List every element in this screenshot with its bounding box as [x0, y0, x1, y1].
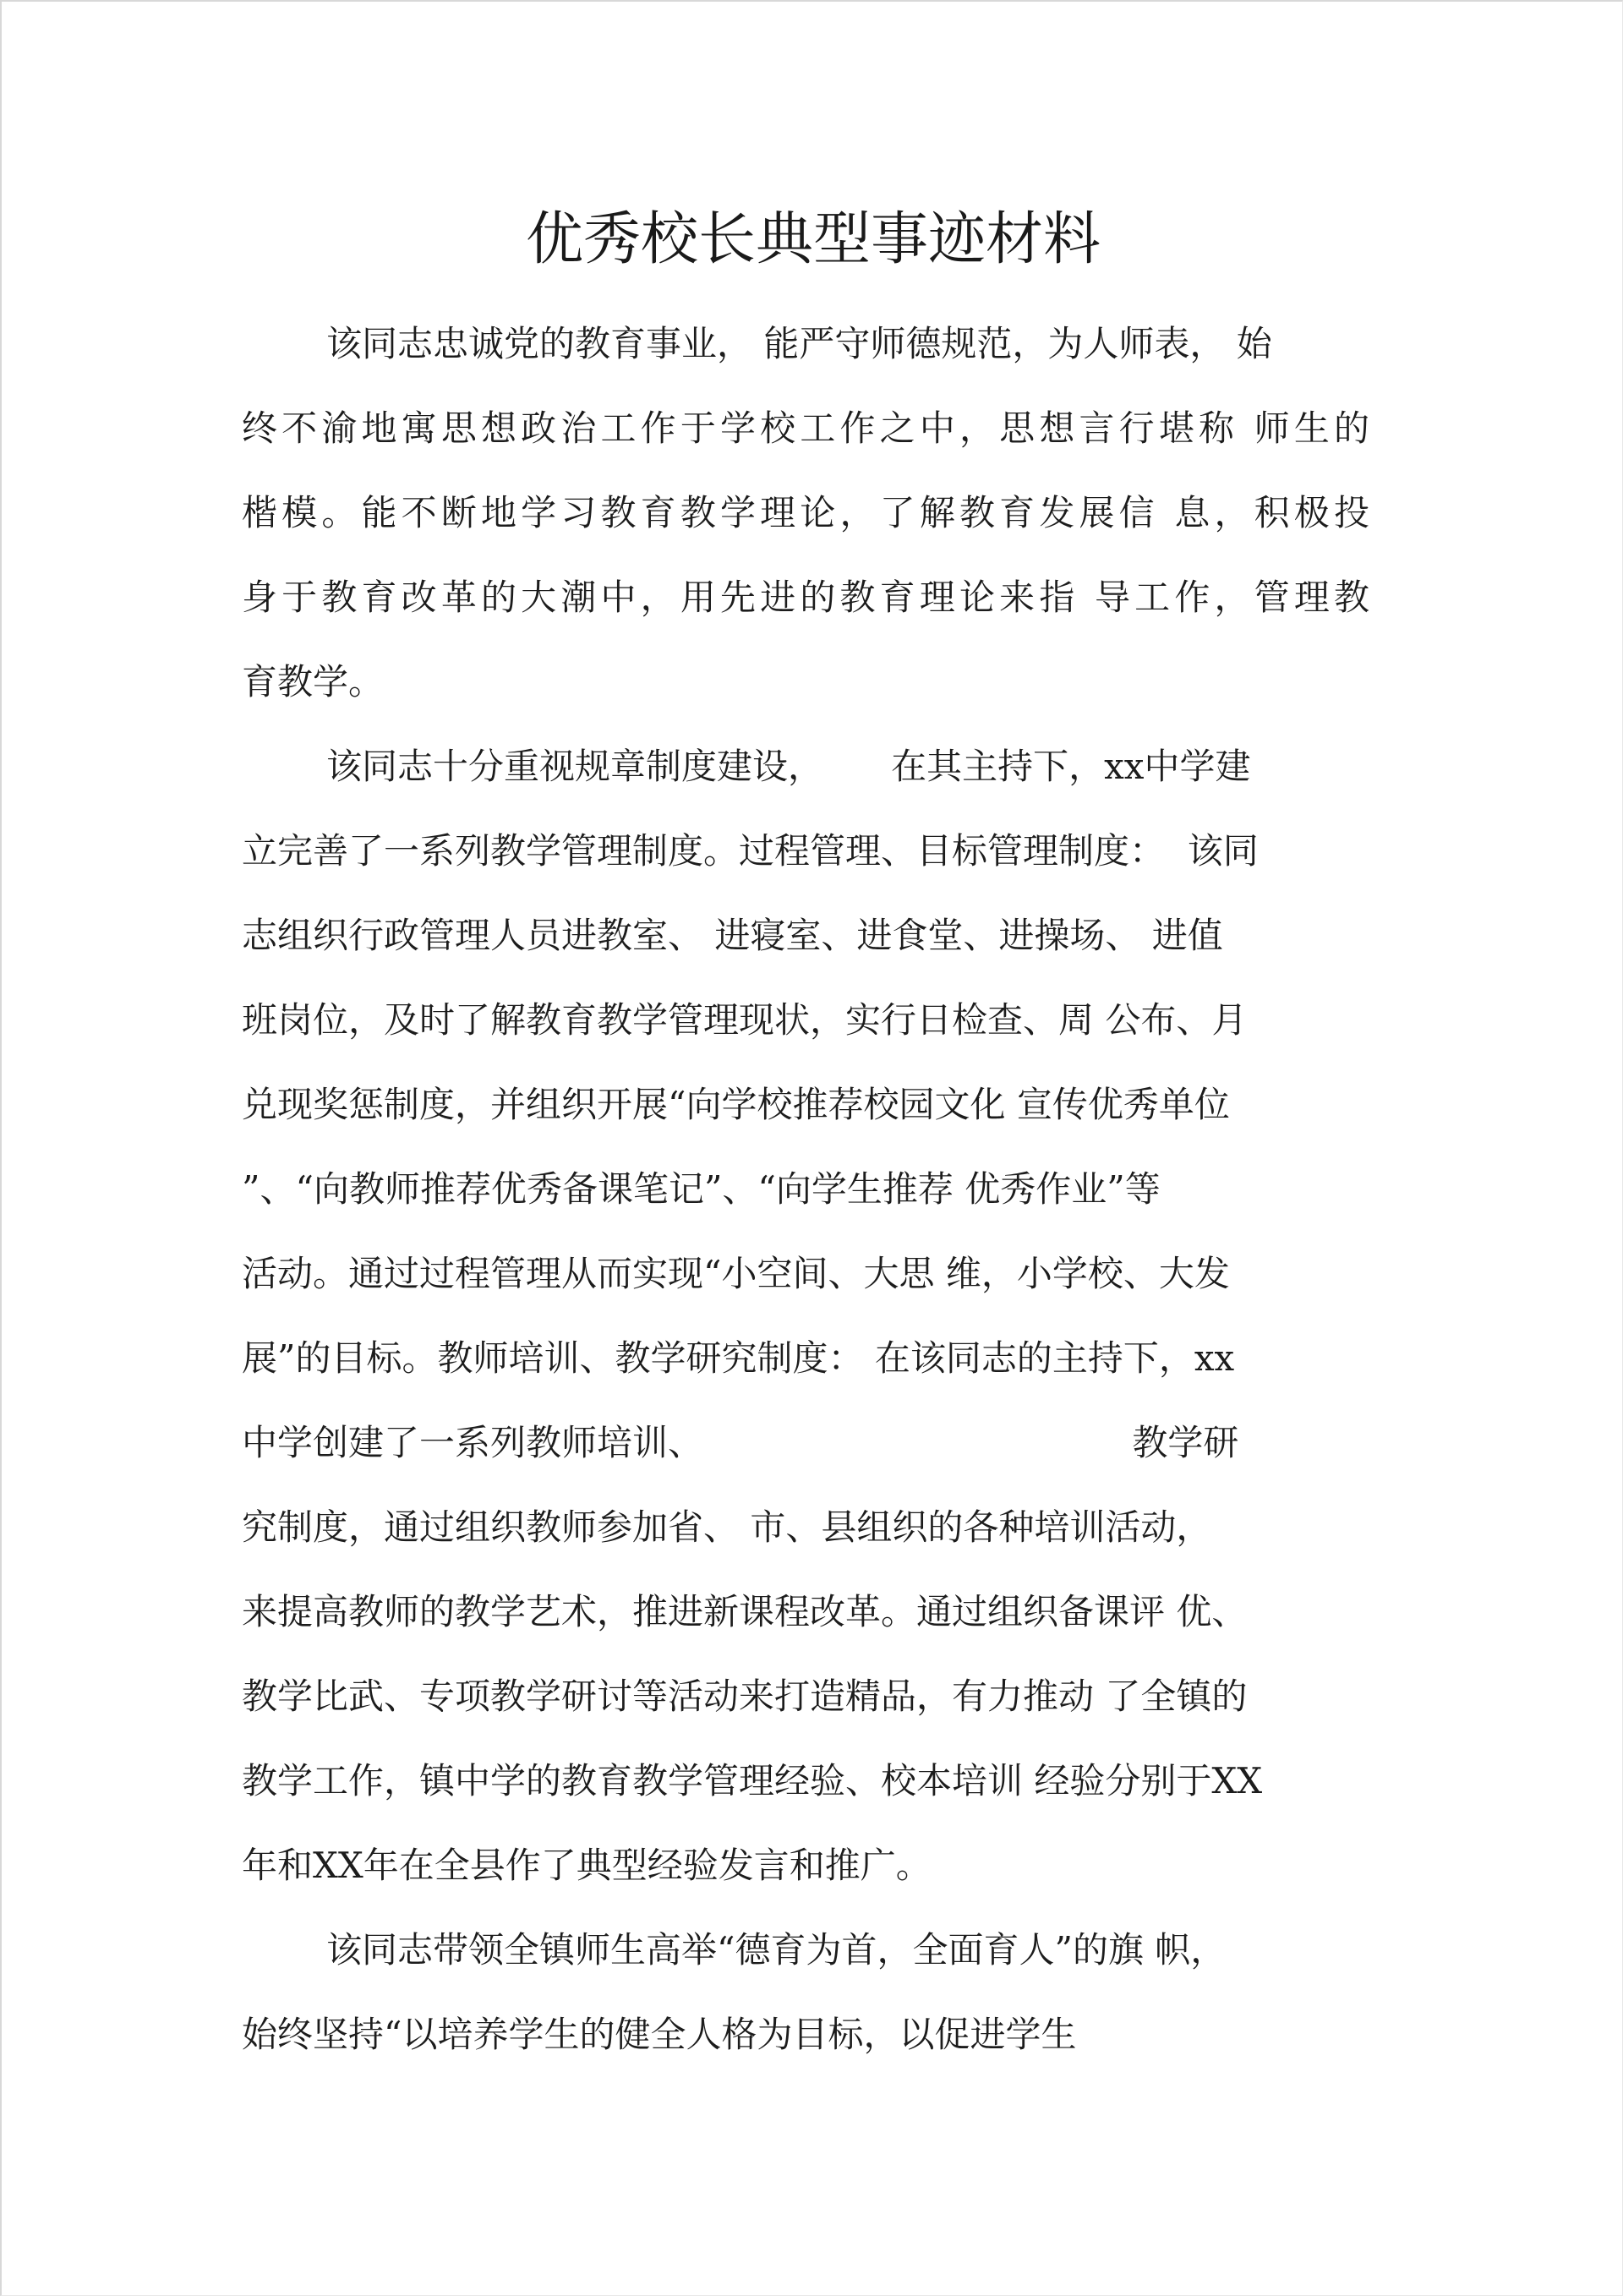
text-line: 班岗位，及时了解教育教学管理现状，实行日检查、周 公布、月	[242, 999, 1248, 1041]
text-line: 教学工作，镇中学的教育教学管理经验、校本培训 经验分别于XX	[242, 1760, 1263, 1801]
text-line: 来提高教师的教学艺术，推进新课程改革。通过组织备课评 优、	[242, 1591, 1248, 1632]
text-line: 育教学。	[242, 661, 385, 702]
text-line: 究制度，通过组织教师参加省、 市、县组织的各种培训活动，	[242, 1506, 1212, 1548]
text-line: 始终坚持“以培养学生的健全人格为目标，以促进学生	[242, 2014, 1077, 2055]
text-line: 志组织行政管理人员进教室、 进寝室、进食堂、进操场、 进值	[242, 915, 1223, 956]
text-line: 活动。通过过程管理从而实现“小空间、大思 维，小学校、大发	[242, 1253, 1230, 1294]
text-line: 教学比武、专项教学研讨等活动来打造精品，有力推动 了全镇的	[242, 1676, 1248, 1717]
text-line: 身于教育改革的大潮中，用先进的教育理论来指 导工作，管理教	[242, 577, 1369, 618]
text-line: 立完善了一系列教学管理制度。过程管理、目标管理制度： 该同	[242, 830, 1259, 872]
text-line: 该同志带领全镇师生高举“德育为首，全面育人”的旗 帜，	[326, 1929, 1227, 1971]
text-line: 该同志忠诚党的教育事业， 能严守师德规范，为人师表， 始	[326, 323, 1272, 364]
text-line: 兑现奖惩制度，并组织开展“向学校推荐校园文化 宣传优秀单位	[242, 1084, 1230, 1125]
text-line: 楷模。能不断地学习教育教学理论，了解教育发展信 息，积极投	[242, 492, 1369, 533]
text-line: 展”的目标。教师培训、教学研究制度： 在该同志的主持下，xx	[242, 1337, 1235, 1379]
text-line: 该同志十分重视规章制度建设， 在其主持下，xx中学建	[326, 746, 1251, 787]
document-title: 优秀校长典型事迹材料	[525, 206, 1101, 273]
text-line: ”、“向教师推荐优秀备课笔记”、“向学生推荐 优秀作业”等	[242, 1168, 1161, 1210]
text-line: 中学创建了一系列教师培训、 教学研	[242, 1422, 1239, 1463]
text-line: 终不渝地寓思想政治工作于学校工作之中，思想言行堪称 师生的	[242, 407, 1369, 449]
text-line: 年和XX年在全县作了典型经验发言和推广。	[242, 1845, 932, 1886]
